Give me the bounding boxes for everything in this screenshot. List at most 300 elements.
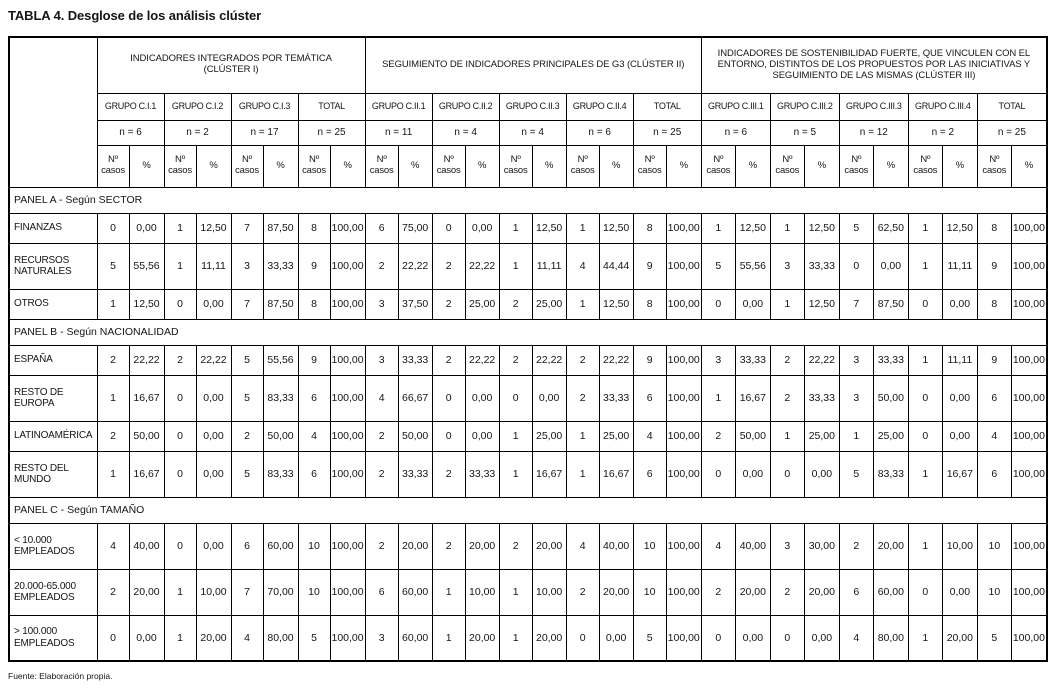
data-cell: 2 [701, 421, 735, 451]
data-cell: 4 [97, 523, 129, 569]
row-label: RESTO DEL MUNDO [9, 451, 97, 497]
data-cell: 0 [566, 615, 599, 661]
data-cell: 0 [908, 421, 942, 451]
data-cell: 10 [633, 523, 666, 569]
table-row [9, 213, 1047, 243]
group-n-cell: n = 6 [701, 120, 770, 145]
data-cell: 5 [231, 345, 263, 375]
data-cell: 3 [770, 243, 804, 289]
data-cell: 12,50 [804, 289, 839, 319]
data-cell: 2 [499, 289, 532, 319]
data-cell: 37,50 [398, 289, 432, 319]
data-cell: 100,00 [666, 421, 701, 451]
data-cell: 5 [97, 243, 129, 289]
table-row [9, 289, 1047, 319]
data-cell: 1 [701, 213, 735, 243]
group-n-cell: n = 25 [298, 120, 365, 145]
group-n-cell: n = 4 [432, 120, 499, 145]
data-cell: 33,33 [735, 345, 770, 375]
data-cell: 0 [701, 451, 735, 497]
data-cell: 50,00 [735, 421, 770, 451]
group-header: GRUPO C.III.2 [770, 93, 839, 120]
data-cell: 33,33 [804, 243, 839, 289]
data-cell: 0,00 [942, 569, 977, 615]
subheader-pct: % [804, 145, 839, 187]
data-cell: 2 [701, 569, 735, 615]
data-cell: 0,00 [129, 615, 164, 661]
data-cell: 5 [977, 615, 1011, 661]
data-cell: 4 [298, 421, 330, 451]
data-cell: 25,00 [599, 421, 633, 451]
group-n-cell: n = 5 [770, 120, 839, 145]
subheader-pct: % [666, 145, 701, 187]
data-cell: 2 [231, 421, 263, 451]
subheader-casos: Nº casos [97, 145, 129, 187]
data-cell: 1 [566, 289, 599, 319]
data-cell: 25,00 [873, 421, 908, 451]
subheader-pct: % [873, 145, 908, 187]
data-cell: 100,00 [1011, 243, 1047, 289]
data-cell: 2 [97, 569, 129, 615]
data-cell: 2 [365, 421, 398, 451]
data-cell: 100,00 [666, 243, 701, 289]
source-note: Fuente: Elaboración propia. [8, 671, 113, 681]
subheader-casos: Nº casos [977, 145, 1011, 187]
data-cell: 1 [499, 213, 532, 243]
group-n-cell: n = 25 [977, 120, 1047, 145]
data-cell: 0 [701, 615, 735, 661]
data-cell: 4 [977, 421, 1011, 451]
data-cell: 40,00 [735, 523, 770, 569]
data-cell: 10 [977, 569, 1011, 615]
data-cell: 80,00 [873, 615, 908, 661]
data-cell: 2 [839, 523, 873, 569]
subheader-casos: Nº casos [701, 145, 735, 187]
data-cell: 0 [432, 375, 465, 421]
group-n-cell: n = 6 [97, 120, 164, 145]
data-cell: 2 [432, 451, 465, 497]
data-cell: 0,00 [196, 523, 231, 569]
data-cell: 75,00 [398, 213, 432, 243]
data-cell: 3 [365, 615, 398, 661]
data-cell: 8 [977, 289, 1011, 319]
data-cell: 12,50 [804, 213, 839, 243]
data-cell: 22,22 [804, 345, 839, 375]
data-cell: 12,50 [735, 213, 770, 243]
data-cell: 5 [298, 615, 330, 661]
data-cell: 9 [977, 345, 1011, 375]
row-label: RECURSOS NATURALES [9, 243, 97, 289]
data-cell: 100,00 [1011, 615, 1047, 661]
data-cell: 10,00 [465, 569, 499, 615]
data-cell: 22,22 [398, 243, 432, 289]
data-cell: 87,50 [263, 213, 298, 243]
data-cell: 100,00 [666, 615, 701, 661]
data-cell: 1 [499, 421, 532, 451]
group-n-cell: n = 11 [365, 120, 432, 145]
cluster-header-1: INDICADORES INTEGRADOS POR TEMÁTICA (CLÚSTER I) [97, 37, 365, 93]
data-cell: 83,33 [263, 375, 298, 421]
data-cell: 8 [977, 213, 1011, 243]
data-cell: 2 [499, 523, 532, 569]
table-row [9, 375, 1047, 421]
data-cell: 100,00 [330, 289, 365, 319]
data-cell: 100,00 [666, 523, 701, 569]
data-cell: 6 [633, 375, 666, 421]
data-cell: 0 [164, 523, 196, 569]
data-cell: 1 [908, 523, 942, 569]
table-row [9, 615, 1047, 661]
data-cell: 10 [298, 523, 330, 569]
data-cell: 20,00 [129, 569, 164, 615]
row-label: FINANZAS [9, 213, 97, 243]
data-cell: 50,00 [873, 375, 908, 421]
data-cell: 0 [770, 451, 804, 497]
data-cell: 3 [701, 345, 735, 375]
data-cell: 1 [908, 345, 942, 375]
data-cell: 1 [164, 213, 196, 243]
data-cell: 5 [231, 375, 263, 421]
data-cell: 0,00 [196, 375, 231, 421]
data-cell: 0,00 [129, 213, 164, 243]
table-head [9, 37, 1047, 187]
data-cell: 4 [231, 615, 263, 661]
table-row [9, 451, 1047, 497]
group-n-cell: n = 17 [231, 120, 298, 145]
data-cell: 1 [432, 615, 465, 661]
data-cell: 12,50 [532, 213, 566, 243]
subheader-casos: Nº casos [908, 145, 942, 187]
data-cell: 2 [97, 345, 129, 375]
table-row [9, 421, 1047, 451]
data-cell: 100,00 [1011, 213, 1047, 243]
subheader-pct: % [129, 145, 164, 187]
data-cell: 40,00 [129, 523, 164, 569]
data-cell: 11,11 [532, 243, 566, 289]
data-cell: 1 [566, 421, 599, 451]
subheader-pct: % [532, 145, 566, 187]
subheader-pct: % [942, 145, 977, 187]
data-cell: 6 [365, 569, 398, 615]
data-cell: 1 [499, 569, 532, 615]
data-cell: 9 [633, 243, 666, 289]
data-cell: 25,00 [532, 421, 566, 451]
data-cell: 1 [770, 213, 804, 243]
data-cell: 0,00 [599, 615, 633, 661]
data-cell: 60,00 [873, 569, 908, 615]
group-n-cell: n = 25 [633, 120, 701, 145]
data-cell: 16,67 [735, 375, 770, 421]
data-cell: 100,00 [330, 421, 365, 451]
subheader-casos: Nº casos [499, 145, 532, 187]
data-cell: 4 [566, 523, 599, 569]
data-cell: 1 [499, 615, 532, 661]
data-cell: 11,11 [942, 345, 977, 375]
data-cell: 0,00 [942, 375, 977, 421]
data-cell: 0,00 [465, 213, 499, 243]
data-cell: 10,00 [196, 569, 231, 615]
group-header: TOTAL [977, 93, 1047, 120]
group-header: GRUPO C.II.2 [432, 93, 499, 120]
data-cell: 100,00 [666, 375, 701, 421]
data-cell: 100,00 [1011, 345, 1047, 375]
data-cell: 33,33 [398, 451, 432, 497]
data-cell: 60,00 [398, 615, 432, 661]
data-cell: 22,22 [465, 345, 499, 375]
group-header: GRUPO C.I.2 [164, 93, 231, 120]
data-cell: 0 [770, 615, 804, 661]
subheader-pct: % [330, 145, 365, 187]
data-cell: 100,00 [1011, 421, 1047, 451]
data-cell: 100,00 [1011, 523, 1047, 569]
subheader-casos: Nº casos [164, 145, 196, 187]
data-cell: 33,33 [398, 345, 432, 375]
subheader-pct: % [398, 145, 432, 187]
data-cell: 20,00 [532, 615, 566, 661]
data-cell: 100,00 [1011, 375, 1047, 421]
table-row [9, 243, 1047, 289]
data-cell: 10,00 [942, 523, 977, 569]
data-cell: 20,00 [465, 615, 499, 661]
data-cell: 25,00 [465, 289, 499, 319]
data-cell: 33,33 [804, 375, 839, 421]
data-cell: 55,56 [129, 243, 164, 289]
row-label: ESPAÑA [9, 345, 97, 375]
data-cell: 20,00 [873, 523, 908, 569]
data-cell: 0,00 [196, 451, 231, 497]
group-n-cell: n = 2 [164, 120, 231, 145]
data-cell: 100,00 [330, 451, 365, 497]
data-cell: 100,00 [666, 451, 701, 497]
table-row [9, 523, 1047, 569]
data-cell: 12,50 [942, 213, 977, 243]
data-cell: 6 [633, 451, 666, 497]
data-cell: 5 [839, 451, 873, 497]
data-cell: 80,00 [263, 615, 298, 661]
data-cell: 0 [908, 375, 942, 421]
data-cell: 0,00 [735, 289, 770, 319]
data-cell: 83,33 [873, 451, 908, 497]
subheader-pct: % [263, 145, 298, 187]
cluster-header-3: INDICADORES DE SOSTENIBILIDAD FUERTE, QUE VINCULEN CON EL ENTORNO, DISTINTOS DE LOS PROPUESTOS POR LAS INICIATIVAS Y SEGUIMIENTO DE LAS MISMAS (CLÚSTER III) [701, 37, 1047, 93]
group-n-cell: n = 6 [566, 120, 633, 145]
data-cell: 3 [365, 289, 398, 319]
row-label: LATINOAMÉRICA [9, 421, 97, 451]
data-cell: 0,00 [735, 451, 770, 497]
data-cell: 20,00 [599, 569, 633, 615]
data-cell: 6 [231, 523, 263, 569]
data-cell: 2 [432, 243, 465, 289]
data-cell: 83,33 [263, 451, 298, 497]
data-cell: 1 [164, 243, 196, 289]
subheader-casos: Nº casos [432, 145, 465, 187]
data-cell: 0,00 [532, 375, 566, 421]
data-cell: 100,00 [330, 345, 365, 375]
data-cell: 1 [908, 243, 942, 289]
panel-header: PANEL B - Según NACIONALIDAD [9, 319, 1047, 345]
data-cell: 1 [908, 451, 942, 497]
data-cell: 7 [231, 569, 263, 615]
data-cell: 20,00 [735, 569, 770, 615]
data-cell: 0 [164, 451, 196, 497]
data-cell: 8 [633, 213, 666, 243]
data-cell: 4 [633, 421, 666, 451]
data-cell: 100,00 [330, 523, 365, 569]
data-cell: 2 [164, 345, 196, 375]
data-cell: 0 [97, 615, 129, 661]
data-cell: 100,00 [666, 213, 701, 243]
data-cell: 50,00 [398, 421, 432, 451]
data-cell: 16,67 [532, 451, 566, 497]
data-cell: 87,50 [263, 289, 298, 319]
data-cell: 0,00 [465, 375, 499, 421]
data-cell: 4 [839, 615, 873, 661]
data-cell: 55,56 [735, 243, 770, 289]
group-header: GRUPO C.II.3 [499, 93, 566, 120]
data-cell: 0,00 [942, 421, 977, 451]
data-cell: 33,33 [599, 375, 633, 421]
group-header: TOTAL [298, 93, 365, 120]
group-header: GRUPO C.III.4 [908, 93, 977, 120]
data-cell: 20,00 [942, 615, 977, 661]
data-cell: 5 [231, 451, 263, 497]
data-cell: 9 [298, 243, 330, 289]
group-header: GRUPO C.I.3 [231, 93, 298, 120]
data-cell: 100,00 [330, 615, 365, 661]
panel-header: PANEL A - Según SECTOR [9, 187, 1047, 213]
data-cell: 100,00 [1011, 289, 1047, 319]
data-cell: 2 [566, 375, 599, 421]
data-cell: 3 [770, 523, 804, 569]
data-cell: 12,50 [196, 213, 231, 243]
data-cell: 0 [839, 243, 873, 289]
data-cell: 30,00 [804, 523, 839, 569]
data-cell: 70,00 [263, 569, 298, 615]
data-cell: 4 [701, 523, 735, 569]
data-cell: 22,22 [532, 345, 566, 375]
data-cell: 25,00 [532, 289, 566, 319]
row-label: < 10.000 EMPLEADOS [9, 523, 97, 569]
data-cell: 2 [365, 243, 398, 289]
data-cell: 2 [566, 345, 599, 375]
data-cell: 20,00 [804, 569, 839, 615]
data-cell: 1 [770, 289, 804, 319]
data-cell: 7 [231, 289, 263, 319]
data-cell: 100,00 [330, 213, 365, 243]
subheader-casos: Nº casos [365, 145, 398, 187]
data-cell: 4 [566, 243, 599, 289]
data-cell: 2 [365, 523, 398, 569]
subheader-pct: % [196, 145, 231, 187]
subheader-casos: Nº casos [231, 145, 263, 187]
data-cell: 2 [432, 289, 465, 319]
table-row [9, 569, 1047, 615]
panel-header: PANEL C - Según TAMAÑO [9, 497, 1047, 523]
data-cell: 0 [908, 289, 942, 319]
group-header: GRUPO C.III.1 [701, 93, 770, 120]
data-cell: 0,00 [196, 421, 231, 451]
data-cell: 100,00 [1011, 451, 1047, 497]
data-cell: 0 [164, 421, 196, 451]
data-cell: 16,67 [129, 375, 164, 421]
cluster-table [8, 36, 1048, 662]
data-cell: 5 [701, 243, 735, 289]
row-label: 20.000-65.000 EMPLEADOS [9, 569, 97, 615]
data-cell: 10,00 [532, 569, 566, 615]
row-label: OTROS [9, 289, 97, 319]
data-cell: 22,22 [129, 345, 164, 375]
data-cell: 0,00 [465, 421, 499, 451]
cluster-header-2: SEGUIMIENTO DE INDICADORES PRINCIPALES DE G3 (CLÚSTER II) [365, 37, 701, 93]
data-cell: 66,67 [398, 375, 432, 421]
data-cell: 55,56 [263, 345, 298, 375]
data-cell: 1 [701, 375, 735, 421]
corner-cell [9, 37, 97, 187]
data-cell: 4 [365, 375, 398, 421]
group-n-cell: n = 4 [499, 120, 566, 145]
data-cell: 100,00 [330, 243, 365, 289]
data-cell: 9 [298, 345, 330, 375]
data-cell: 20,00 [465, 523, 499, 569]
data-cell: 1 [499, 451, 532, 497]
data-cell: 33,33 [263, 243, 298, 289]
data-cell: 100,00 [1011, 569, 1047, 615]
data-cell: 8 [298, 289, 330, 319]
row-label: RESTO DE EUROPA [9, 375, 97, 421]
data-cell: 6 [839, 569, 873, 615]
data-cell: 6 [977, 451, 1011, 497]
subheader-casos: Nº casos [633, 145, 666, 187]
data-cell: 2 [566, 569, 599, 615]
data-cell: 1 [97, 451, 129, 497]
group-header: GRUPO C.II.4 [566, 93, 633, 120]
data-cell: 0,00 [804, 615, 839, 661]
data-cell: 1 [499, 243, 532, 289]
data-cell: 1 [770, 421, 804, 451]
data-cell: 5 [839, 213, 873, 243]
data-cell: 0,00 [873, 243, 908, 289]
data-cell: 16,67 [129, 451, 164, 497]
data-cell: 12,50 [129, 289, 164, 319]
data-cell: 2 [432, 345, 465, 375]
data-cell: 60,00 [398, 569, 432, 615]
data-cell: 3 [839, 375, 873, 421]
data-cell: 50,00 [129, 421, 164, 451]
data-cell: 6 [298, 451, 330, 497]
data-cell: 20,00 [398, 523, 432, 569]
data-cell: 10 [298, 569, 330, 615]
data-cell: 62,50 [873, 213, 908, 243]
group-n-cell: n = 2 [908, 120, 977, 145]
data-cell: 22,22 [196, 345, 231, 375]
data-cell: 5 [633, 615, 666, 661]
data-cell: 7 [839, 289, 873, 319]
data-cell: 12,50 [599, 213, 633, 243]
data-cell: 1 [908, 213, 942, 243]
data-cell: 0 [432, 213, 465, 243]
data-cell: 1 [566, 213, 599, 243]
data-cell: 10 [977, 523, 1011, 569]
data-cell: 0,00 [196, 289, 231, 319]
subheader-pct: % [1011, 145, 1047, 187]
data-cell: 87,50 [873, 289, 908, 319]
data-cell: 0 [97, 213, 129, 243]
data-cell: 22,22 [465, 243, 499, 289]
data-cell: 2 [432, 523, 465, 569]
data-cell: 8 [633, 289, 666, 319]
row-label: > 100.000 EMPLEADOS [9, 615, 97, 661]
data-cell: 20,00 [532, 523, 566, 569]
